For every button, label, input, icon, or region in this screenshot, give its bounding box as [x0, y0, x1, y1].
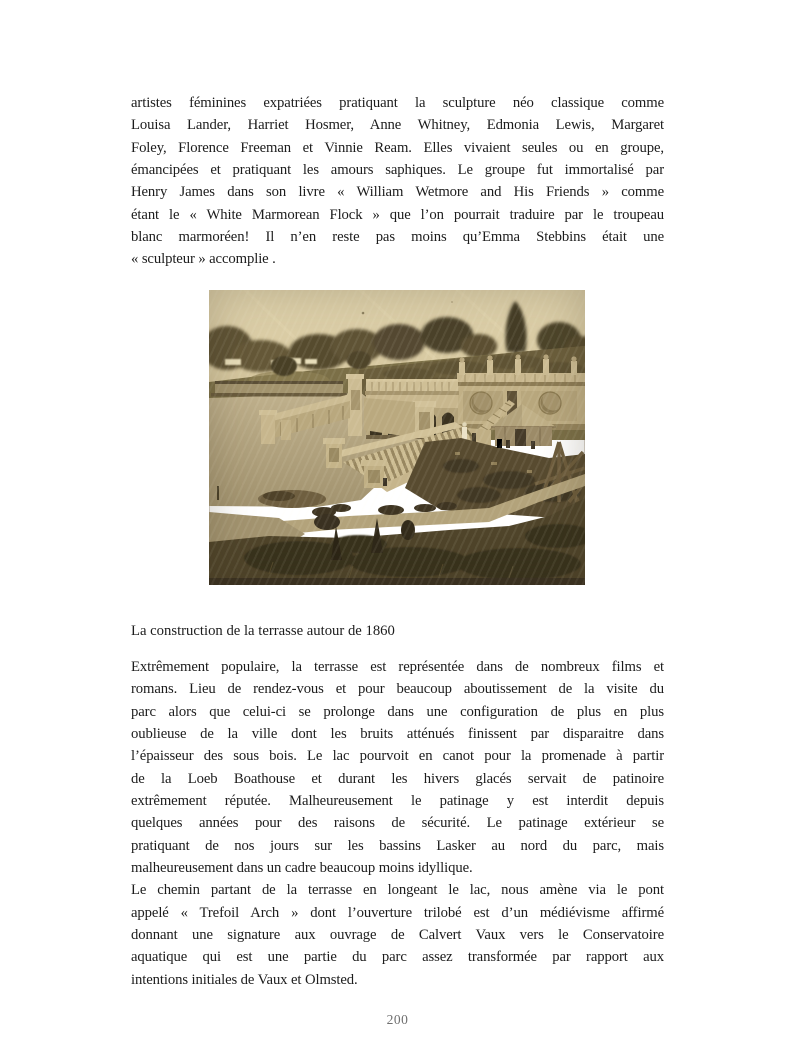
text-line: romans. Lieu de rendez-vous et pour beaucoup aboutissement de la visite du — [131, 681, 664, 698]
text-line: donnant une signature aux ouvrage de Calvert Vaux vers le Conservatoire — [131, 927, 664, 944]
text-line: Louisa Lander, Harriet Hosmer, Anne Whitney, Edmonia Lewis, Margaret — [131, 117, 664, 134]
text-line: quelques années pour des raisons de sécurité. Le patinage extérieur se — [131, 815, 664, 832]
text-line: aquatique qui est une partie du parc assez transformée par rapport aux — [131, 949, 664, 966]
text-line: émancipées et pratiquant les amours saphiques. Le groupe fut immortalisé par — [131, 162, 664, 179]
text-line: intentions initiales de Vaux et Olmsted. — [131, 971, 358, 988]
terrace-photo-illustration — [209, 290, 585, 585]
text-line: pratiquant de nos jours sur les bassins Lasker au nord du parc, mais — [131, 837, 664, 854]
text-line: Foley, Florence Freeman et Vinnie Ream. Elles vivaient seules ou en groupe, — [131, 139, 664, 156]
text-line: malheureusement dans un cadre beaucoup moins idyllique. — [131, 860, 473, 877]
text-line: appelé « Trefoil Arch » dont l’ouverture trilobé est d’un médiévisme affirmé — [131, 904, 664, 921]
paragraph-marmorean-flock — [131, 92, 664, 271]
text-line: Extrêmement populaire, la terrasse est représentée dans de nombreux films et — [131, 659, 664, 675]
text-line: l’épaisseur des sous bois. Le lac pourvoit en canot pour la promenade à partir — [131, 748, 664, 765]
text-line: oublieuse de la ville dont les bruits atténués finissent par disparaitre dans — [131, 726, 664, 743]
photo-caption: La construction de la terrasse autour de 1860 — [131, 623, 395, 639]
paragraph-terrasse-populaire — [131, 656, 664, 991]
terrace-construction-photo — [209, 290, 585, 585]
text-line: Le chemin partant de la terrasse en longeant le lac, nous amène via le pont — [131, 882, 664, 899]
text-line: étant le « White Marmorean Flock » que l’on pourrait traduire par le troupeau — [131, 206, 664, 223]
text-line: artistes féminines expatriées pratiquant la sculpture néo classique comme — [131, 95, 664, 111]
text-line: blanc marmoréen! Il n’en reste pas moins qu’Emma Stebbins était une — [131, 229, 664, 246]
text-line: « sculpteur » accomplie . — [131, 251, 276, 268]
text-line: Henry James dans son livre « William Wetmore and His Friends » comme — [131, 184, 664, 201]
page-number: 200 — [386, 1012, 409, 1027]
text-line: de la Loeb Boathouse et durant les hivers glacés servait de patinoire — [131, 770, 664, 787]
text-line: extrêmement réputée. Malheureusement le patinage y est interdit depuis — [131, 793, 664, 810]
text-line: parc alors que celui-ci se prolonge dans une configuration de plus en plus — [131, 703, 664, 720]
